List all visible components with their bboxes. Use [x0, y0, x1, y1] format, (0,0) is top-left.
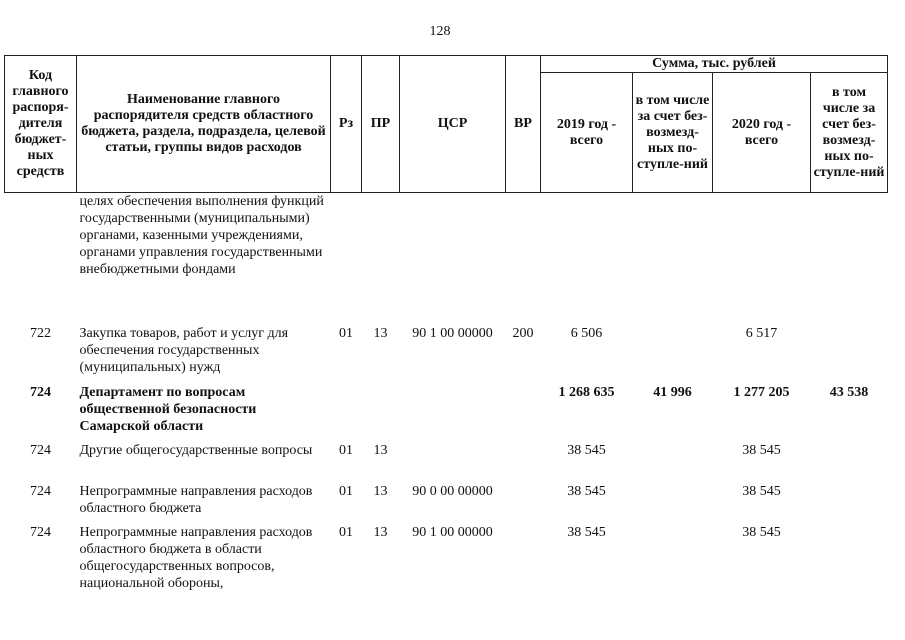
header-rz: Рз — [331, 56, 362, 193]
cell-rz — [331, 384, 362, 442]
table-row — [5, 193, 888, 325]
cell-csr: 90 0 00 00000 — [412, 483, 493, 499]
cell-csr: 90 1 00 00000 — [412, 325, 493, 341]
cell-2019-free — [633, 442, 713, 483]
cell-name: Закупка товаров, работ и услуг для обеспечения государственных (муниципальных) нужд — [79, 325, 289, 375]
header-name: Наименование главного распорядителя средств областного бюджета, раздела, подраздела, целевой статьи, группы видов расходов — [77, 56, 331, 193]
cell-2019-free — [633, 193, 713, 325]
cell-rz: 01 — [339, 442, 353, 458]
cell-2019-total: 38 545 — [567, 483, 606, 499]
cell-2020-free — [811, 442, 888, 483]
cell-name: Другие общегосударственные вопросы — [79, 442, 313, 458]
cell-rz: 01 — [339, 524, 353, 540]
cell-pr — [362, 193, 400, 325]
table-row — [5, 483, 888, 524]
cell-2019-free: 41 996 — [653, 384, 692, 400]
header-2020-free: в том числе за счет без-возмезд-ных по-ступле-ний — [811, 73, 888, 193]
budget-table — [4, 55, 888, 599]
cell-2020-total: 38 545 — [742, 442, 781, 458]
cell-pr: 13 — [373, 442, 388, 458]
cell-2020-total: 1 277 205 — [733, 384, 790, 400]
cell-2019-free — [633, 325, 713, 384]
cell-2020-free — [811, 193, 888, 325]
cell-code: 724 — [30, 442, 51, 458]
header-csr: ЦСР — [400, 56, 506, 193]
cell-2019-total — [541, 193, 633, 325]
header-vr: ВР — [506, 56, 541, 193]
cell-2020-free — [811, 483, 888, 524]
cell-2020-free — [811, 524, 888, 599]
cell-2020-total: 6 517 — [745, 325, 778, 341]
cell-2019-free — [633, 483, 713, 524]
table-row — [5, 442, 888, 483]
cell-2020-total — [713, 193, 811, 325]
cell-rz — [331, 193, 362, 325]
cell-csr — [400, 442, 506, 483]
cell-2020-total: 38 545 — [742, 524, 781, 540]
cell-name: целях обеспечения выполнения функций государственными (муниципальными) органами, казенными учреждениями, органами управления государственными внебюджетными фондами — [79, 194, 324, 277]
cell-2019-total: 38 545 — [567, 442, 606, 458]
cell-2020-total: 38 545 — [742, 483, 781, 499]
cell-code: 724 — [30, 483, 51, 499]
cell-csr — [400, 384, 506, 442]
cell-pr — [362, 384, 400, 442]
cell-code: 722 — [30, 325, 51, 341]
cell-code: 724 — [30, 524, 51, 540]
cell-rz: 01 — [339, 325, 353, 341]
header-pr: ПР — [362, 56, 400, 193]
cell-name: Непрограммные направления расходов областного бюджета в области общегосударственных вопросов, национальной обороны, — [79, 524, 313, 591]
header-code: Код главного распоря-дителя бюджет-ных средств — [5, 56, 77, 193]
header-2019-free: в том числе за счет без-возмезд-ных по-ступле-ний — [633, 73, 713, 193]
cell-vr — [506, 384, 541, 442]
cell-2020-free: 43 538 — [829, 384, 869, 400]
cell-vr — [506, 193, 541, 325]
table-row — [5, 384, 888, 442]
table-row — [5, 524, 888, 599]
cell-2020-free — [811, 325, 888, 384]
cell-pr: 13 — [373, 483, 388, 499]
cell-pr: 13 — [373, 325, 388, 341]
cell-vr — [506, 483, 541, 524]
cell-code: 724 — [30, 384, 51, 400]
cell-vr: 200 — [512, 325, 534, 341]
cell-pr: 13 — [373, 524, 388, 540]
cell-csr — [400, 193, 506, 325]
cell-2019-total: 38 545 — [567, 524, 606, 540]
cell-vr — [506, 524, 541, 599]
cell-name: Департамент по вопросам общественной безопасности Самарской области — [79, 384, 257, 434]
cell-rz: 01 — [339, 483, 353, 499]
cell-vr — [506, 442, 541, 483]
cell-2019-total: 1 268 635 — [558, 384, 615, 400]
cell-2019-free — [633, 524, 713, 599]
cell-name: Непрограммные направления расходов областного бюджета — [79, 483, 313, 516]
table-row — [5, 325, 888, 384]
page-number: 128 — [429, 24, 451, 39]
cell-2019-total: 6 506 — [570, 325, 603, 341]
cell-csr: 90 1 00 00000 — [412, 524, 493, 540]
header-sum: Сумма, тыс. рублей — [541, 56, 888, 73]
header-2020-total: 2020 год - всего — [713, 73, 811, 193]
header-2019-total: 2019 год - всего — [541, 73, 633, 193]
cell-code — [5, 193, 77, 325]
